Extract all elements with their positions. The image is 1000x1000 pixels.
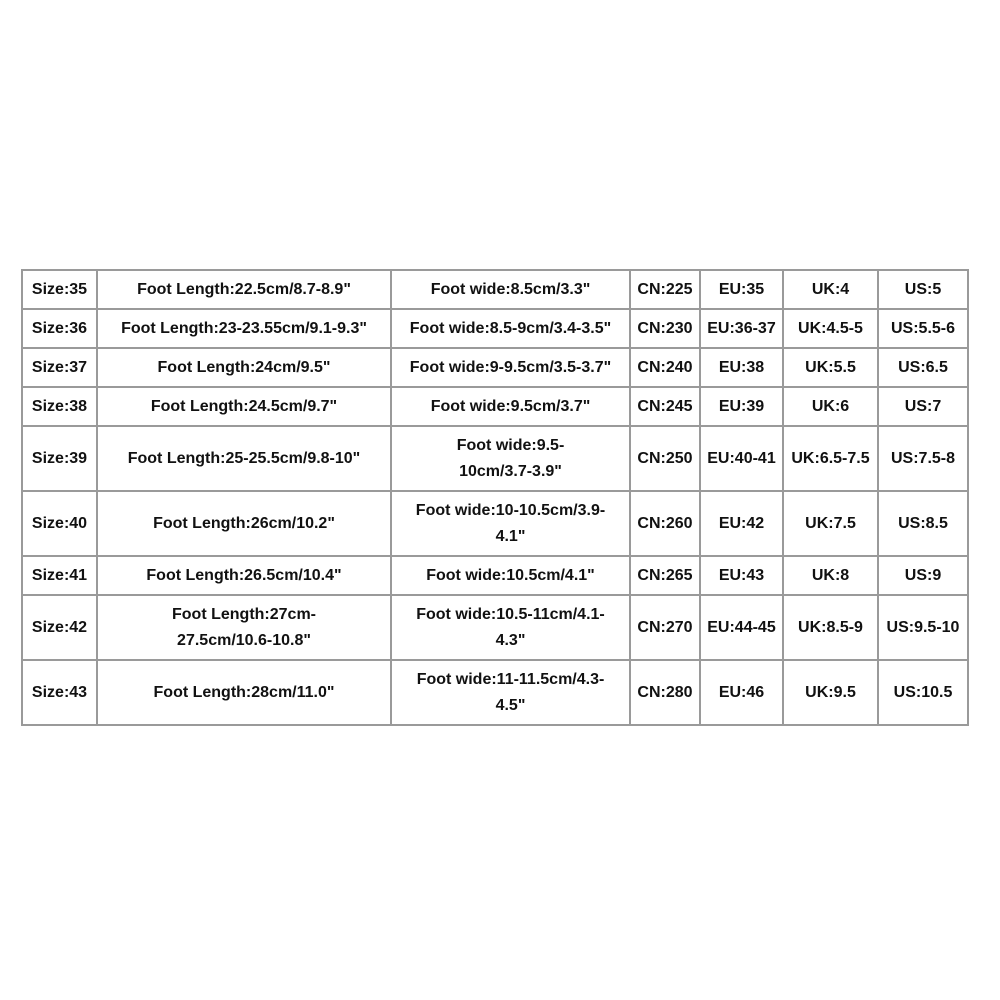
foot-wide-cell: Foot wide:9.5cm/3.7" (391, 387, 630, 426)
cn-size-cell: CN:260 (630, 491, 700, 556)
size-cell: Size:43 (22, 660, 97, 725)
foot-wide-cell: Foot wide:9-9.5cm/3.5-3.7" (391, 348, 630, 387)
eu-size-cell: EU:38 (700, 348, 783, 387)
foot-length-cell: Foot Length:25-25.5cm/9.8-10" (97, 426, 391, 491)
foot-length-cell: Foot Length:23-23.55cm/9.1-9.3" (97, 309, 391, 348)
foot-length-cell: Foot Length:28cm/11.0" (97, 660, 391, 725)
table-row (22, 309, 968, 348)
us-size-cell: US:6.5 (878, 348, 968, 387)
foot-wide-text: Foot wide:10.5-11cm/4.1-4.3" (416, 605, 605, 649)
foot-wide-text: Foot wide:10-10.5cm/3.9-4.1" (415, 501, 606, 545)
uk-size-cell: UK:6 (783, 387, 878, 426)
cn-size-cell: CN:265 (630, 556, 700, 595)
cn-size-cell: CN:270 (630, 595, 700, 660)
foot-length-cell: Foot Length:24cm/9.5" (97, 348, 391, 387)
eu-size-cell: EU:42 (700, 491, 783, 556)
eu-size-cell: EU:40-41 (700, 426, 783, 491)
table-row (22, 270, 968, 309)
eu-size-cell: EU:36-37 (700, 309, 783, 348)
us-size-cell: US:5 (878, 270, 968, 309)
foot-length-cell: Foot Length:26cm/10.2" (97, 491, 391, 556)
us-size-cell: US:8.5 (878, 491, 968, 556)
uk-size-cell: UK:8 (783, 556, 878, 595)
size-cell: Size:38 (22, 387, 97, 426)
uk-size-cell: UK:9.5 (783, 660, 878, 725)
foot-wide-text: Foot wide:9.5-10cm/3.7-3.9" (456, 436, 565, 480)
size-cell: Size:36 (22, 309, 97, 348)
cn-size-cell: CN:245 (630, 387, 700, 426)
table-row (22, 595, 968, 660)
us-size-cell: US:9 (878, 556, 968, 595)
table-row (22, 348, 968, 387)
size-cell: Size:37 (22, 348, 97, 387)
foot-wide-cell (391, 491, 630, 556)
size-cell: Size:35 (22, 270, 97, 309)
foot-wide-cell: Foot wide:10.5cm/4.1" (391, 556, 630, 595)
cn-size-cell: CN:280 (630, 660, 700, 725)
table-row (22, 491, 968, 556)
size-cell: Size:39 (22, 426, 97, 491)
size-chart-table (21, 269, 969, 726)
size-cell: Size:40 (22, 491, 97, 556)
uk-size-cell: UK:4.5-5 (783, 309, 878, 348)
us-size-cell: US:5.5-6 (878, 309, 968, 348)
uk-size-cell: UK:8.5-9 (783, 595, 878, 660)
us-size-cell: US:9.5-10 (878, 595, 968, 660)
eu-size-cell: EU:44-45 (700, 595, 783, 660)
cn-size-cell: CN:240 (630, 348, 700, 387)
eu-size-cell: EU:46 (700, 660, 783, 725)
table-row (22, 556, 968, 595)
foot-wide-cell (391, 660, 630, 725)
foot-length-cell (97, 595, 391, 660)
foot-wide-cell (391, 426, 630, 491)
cn-size-cell: CN:225 (630, 270, 700, 309)
foot-wide-text: Foot wide:11-11.5cm/4.3-4.5" (416, 670, 605, 714)
eu-size-cell: EU:39 (700, 387, 783, 426)
uk-size-cell: UK:4 (783, 270, 878, 309)
foot-length-cell: Foot Length:24.5cm/9.7" (97, 387, 391, 426)
size-cell: Size:42 (22, 595, 97, 660)
foot-length-text: Foot Length:27cm-27.5cm/10.6-10.8" (172, 605, 316, 649)
foot-length-cell: Foot Length:26.5cm/10.4" (97, 556, 391, 595)
table-row (22, 426, 968, 491)
size-chart (21, 269, 969, 726)
us-size-cell: US:7.5-8 (878, 426, 968, 491)
eu-size-cell: EU:43 (700, 556, 783, 595)
uk-size-cell: UK:5.5 (783, 348, 878, 387)
foot-wide-cell (391, 595, 630, 660)
foot-wide-cell: Foot wide:8.5-9cm/3.4-3.5" (391, 309, 630, 348)
us-size-cell: US:10.5 (878, 660, 968, 725)
cn-size-cell: CN:250 (630, 426, 700, 491)
us-size-cell: US:7 (878, 387, 968, 426)
eu-size-cell: EU:35 (700, 270, 783, 309)
cn-size-cell: CN:230 (630, 309, 700, 348)
foot-wide-cell: Foot wide:8.5cm/3.3" (391, 270, 630, 309)
table-row (22, 660, 968, 725)
foot-length-cell: Foot Length:22.5cm/8.7-8.9" (97, 270, 391, 309)
table-row (22, 387, 968, 426)
uk-size-cell: UK:7.5 (783, 491, 878, 556)
uk-size-cell: UK:6.5-7.5 (783, 426, 878, 491)
size-cell: Size:41 (22, 556, 97, 595)
